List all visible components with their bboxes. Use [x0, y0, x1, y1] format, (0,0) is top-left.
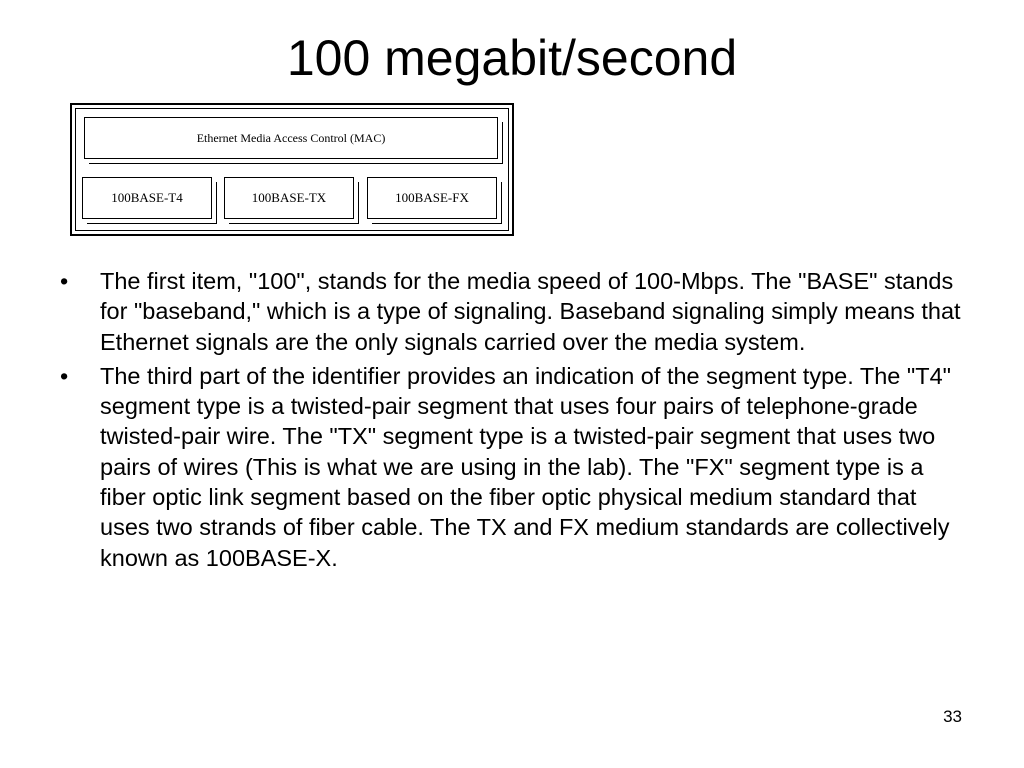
page-number: 33	[943, 707, 962, 726]
slide-title: 100 megabit/second	[286, 30, 738, 86]
phy-box-100base-fx	[367, 177, 497, 219]
ethernet-layer-diagram	[70, 103, 514, 236]
phy-label-tx: 100BASE-TX	[251, 190, 327, 205]
phy-box-100base-tx	[224, 177, 354, 219]
bullet-marker: •	[60, 362, 69, 389]
phy-label-fx: 100BASE-FX	[395, 190, 469, 205]
bullet-text: The third part of the identifier provides an indication of the segment type. The "T4" segment type is a twisted-pair segment that uses four pairs of telephone-grade twisted-pair wire. The "TX" segment type is a twisted-pair segment that uses two pairs of wires (This is what we are using in the lab). The "FX" segment type is a fiber optic link segment based on the fiber optic physical medium standard that uses two strands of fiber cable. The TX and FX medium standards are collectively known as 100BASE-X.	[100, 362, 951, 571]
phy-label-t4: 100BASE-T4	[111, 190, 183, 205]
bullet-item-segment-type	[60, 361, 970, 573]
bullet-item-speed-baseband	[60, 266, 970, 357]
bullet-text: The first item, "100", stands for the media speed of 100-Mbps. The "BASE" stands for "baseband," which is a type of signaling. Baseband signaling simply means that Ethernet signals are the only signals carried over the media system.	[100, 268, 961, 355]
bullet-marker: •	[60, 268, 69, 294]
bullet-list	[60, 266, 970, 577]
mac-layer-box	[84, 117, 498, 159]
phy-box-100base-t4	[82, 177, 212, 219]
mac-layer-label: Ethernet Media Access Control (MAC)	[196, 130, 386, 145]
